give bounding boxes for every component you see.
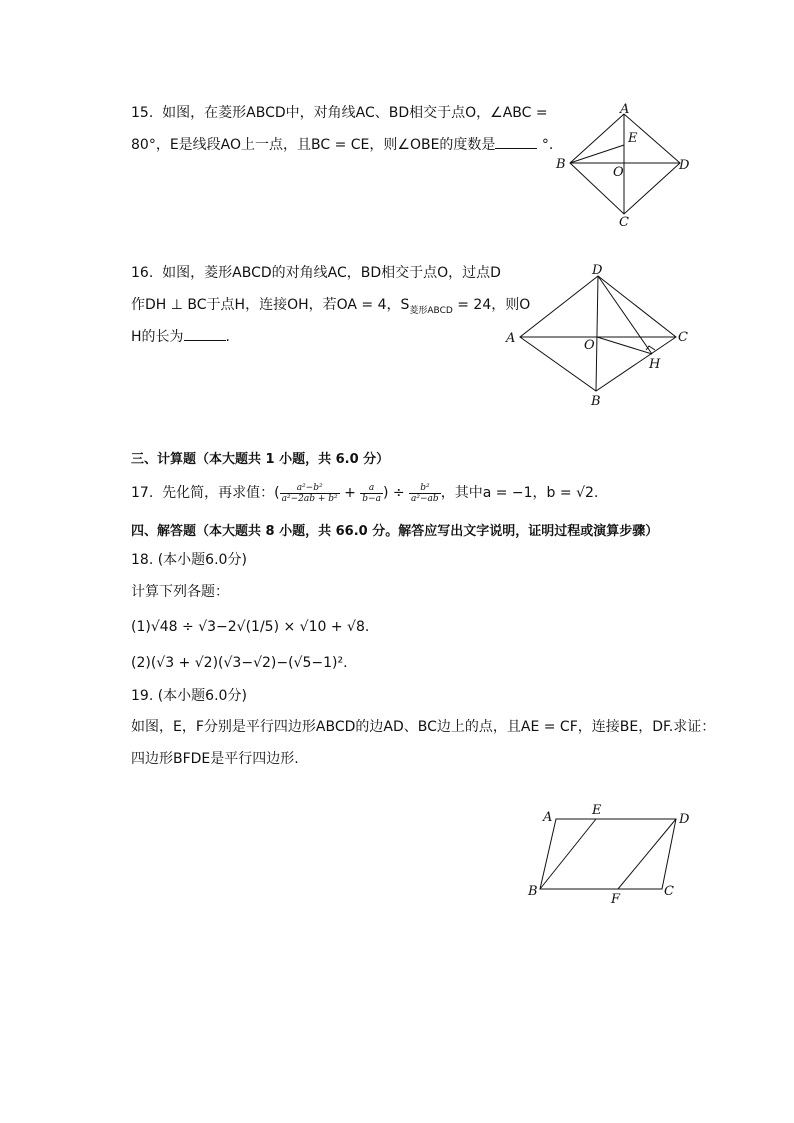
q19-label-f: F bbox=[611, 892, 621, 907]
q19-label-a: A bbox=[543, 810, 553, 825]
q15-line2 bbox=[131, 134, 553, 155]
q16-line2 bbox=[131, 295, 530, 321]
q16-area-subscript: 菱形ABCD bbox=[409, 305, 453, 316]
q18-part1: (1)√48 ÷ √3−2√(1/5) × √10 + √8. bbox=[131, 619, 370, 635]
q15-label-a: A bbox=[620, 102, 630, 117]
q15-rhombus bbox=[570, 114, 680, 214]
q17-fraction-1 bbox=[280, 483, 340, 504]
q15-text-line2: 80°，E是线段AO上一点，且BC = CE，则∠OBE的度数是 bbox=[131, 137, 496, 153]
q16-text-line2-suffix: = 24，则O bbox=[452, 297, 531, 313]
q16-number: 16. bbox=[131, 265, 154, 281]
q17-frac2-numerator: a bbox=[360, 483, 383, 494]
q15-rhombus-figure bbox=[550, 102, 700, 227]
q16-label-o: O bbox=[584, 338, 595, 353]
q19-label-b: B bbox=[528, 884, 538, 899]
q15-label-d: D bbox=[679, 158, 690, 173]
q17-fraction-3 bbox=[409, 483, 441, 504]
q17-divide: ) ÷ bbox=[382, 485, 410, 501]
q15-label-e: E bbox=[628, 131, 638, 146]
q17-frac2-denominator: b−a bbox=[362, 493, 381, 504]
q17-number: 17. bbox=[131, 485, 154, 501]
q19-line1: 如图，E，F分别是平行四边形ABCD的边AD、BC边上的点，且AE = CF，连接BE，DF.求证： bbox=[131, 719, 716, 735]
q15-label-c: C bbox=[619, 215, 629, 227]
q17-plus: + bbox=[339, 485, 361, 501]
q17-frac1-denominator: a²−2ab + b² bbox=[281, 493, 338, 504]
q17-text-suffix: ，其中a = −1，b = √2. bbox=[440, 485, 599, 501]
q16-segment-dh bbox=[598, 276, 652, 354]
q16-line3 bbox=[131, 326, 230, 347]
q17-frac3-numerator: b² bbox=[409, 483, 441, 494]
q15-label-b: B bbox=[556, 157, 566, 172]
q16-line1 bbox=[131, 263, 501, 283]
q18-header: 18. (本小题6.0分) bbox=[131, 552, 247, 568]
q16-answer-blank[interactable] bbox=[184, 326, 226, 341]
q16-diagonal-bd bbox=[596, 276, 598, 391]
q16-rhombus-figure bbox=[500, 262, 700, 412]
q15-line1 bbox=[131, 103, 548, 123]
q18-part2: (2)(√3 + √2)(√3−√2)−(√5−1)². bbox=[131, 655, 348, 671]
q16-label-b: B bbox=[591, 394, 601, 409]
q16-label-a: A bbox=[506, 331, 516, 346]
q16-text-line3: H的长为 bbox=[131, 329, 184, 345]
q17-line bbox=[131, 481, 598, 505]
q15-answer-blank[interactable] bbox=[495, 134, 537, 149]
q19-parallelogram-figure bbox=[525, 800, 700, 910]
q19-line2: 四边形BFDE是平行四边形. bbox=[131, 751, 299, 767]
q16-segment-oh bbox=[597, 337, 652, 354]
q15-segment-be bbox=[570, 145, 624, 163]
q19-segment-df bbox=[618, 819, 676, 889]
q19-label-c: C bbox=[664, 884, 674, 899]
q17-frac3-denominator: a²−ab bbox=[411, 493, 439, 504]
q15-label-o: O bbox=[613, 165, 624, 180]
q16-label-c: C bbox=[678, 330, 688, 345]
q16-text-line2: 作DH ⊥ BC于点H，连接OH，若OA = 4，S bbox=[131, 297, 410, 313]
q15-text-line1: 如图，在菱形ABCD中，对角线AC、BD相交于点O，∠ABC = bbox=[162, 105, 548, 121]
q15-number: 15. bbox=[131, 105, 154, 121]
section4-title: 四、解答题（本大题共 8 小题，共 66.0 分。解答应写出文字说明，证明过程或演算步骤） bbox=[131, 524, 659, 539]
q16-text-line1: 如图，菱形ABCD的对角线AC，BD相交于点O，过点D bbox=[162, 265, 501, 281]
q19-header: 19. (本小题6.0分) bbox=[131, 688, 247, 704]
q16-period: . bbox=[225, 329, 230, 345]
q18-intro: 计算下列各题： bbox=[131, 584, 229, 600]
q17-frac1-numerator: a²−b² bbox=[280, 483, 340, 494]
q16-label-d: D bbox=[592, 263, 603, 278]
q17-text-prefix: 先化简，再求值：( bbox=[162, 485, 280, 501]
section3-title: 三、计算题（本大题共 1 小题，共 6.0 分） bbox=[131, 452, 390, 467]
q17-fraction-2 bbox=[360, 483, 383, 504]
q19-label-d: D bbox=[679, 812, 690, 827]
q15-degree-suffix: °. bbox=[541, 137, 554, 153]
q19-label-e: E bbox=[592, 803, 602, 818]
q16-label-h: H bbox=[649, 357, 661, 372]
q19-parallelogram bbox=[540, 819, 676, 889]
